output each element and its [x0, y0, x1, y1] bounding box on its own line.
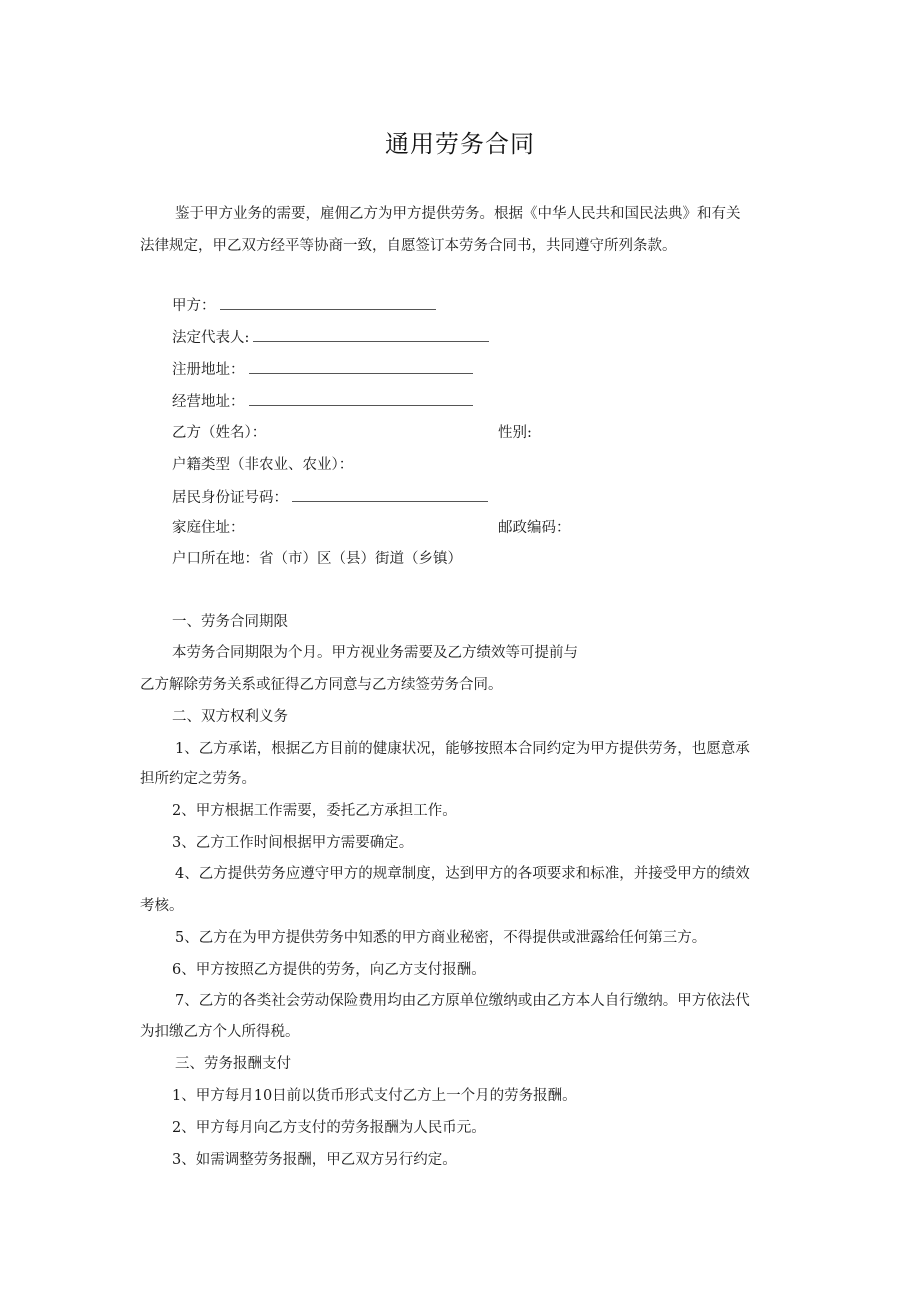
section-2-item-2: 2、甲方根据工作需要，委托乙方承担工作。	[172, 803, 457, 819]
section-1-heading: 一、劳务合同期限	[172, 614, 288, 630]
id-number-blank	[292, 487, 488, 502]
party-a-blank	[220, 295, 436, 310]
section-1-line-1: 本劳务合同期限为个月。甲方视业务需要及乙方绩效等可提前与	[172, 645, 578, 661]
legal-rep-blank	[253, 327, 489, 342]
section-2-item-5: 5、乙方在为甲方提供劳务中知悉的甲方商业秘密，不得提供或泄露给任何第三方。	[175, 930, 707, 946]
section-2-item-7-line-1: 7、乙方的各类社会劳动保险费用均由乙方原单位缴纳或由乙方本人自行缴纳。甲方依法代	[175, 993, 750, 1009]
preamble-line-2: 法律规定，甲乙双方经平等协商一致，自愿签订本劳务合同书，共同遵守所列条款。	[140, 238, 677, 254]
section-2-item-4-line-2: 考核。	[140, 898, 184, 914]
home-address: 家庭住址：	[172, 520, 245, 536]
id-number-row	[172, 487, 488, 508]
section-2-item-1-line-2: 担所约定之劳务。	[140, 771, 256, 787]
legal-rep-row	[172, 327, 489, 348]
section-3-item-3: 3、如需调整劳务报酬，甲乙双方另行约定。	[172, 1152, 457, 1168]
id-number-label: 居民身份证号码：	[172, 490, 288, 506]
section-2-item-7-line-2: 为扣缴乙方个人所得税。	[140, 1024, 300, 1040]
document-title: 通用劳务合同	[385, 130, 535, 158]
party-b-gender: 性别:	[498, 425, 532, 441]
legal-rep-label: 法定代表人:	[172, 330, 250, 346]
section-3-item-1: 1、甲方每月10日前以货币形式支付乙方上一个月的劳务报酬。	[172, 1088, 577, 1104]
section-2-item-3: 3、乙方工作时间根据甲方需要确定。	[172, 835, 414, 851]
biz-address-row	[172, 391, 473, 412]
party-a-row	[172, 295, 436, 316]
reg-address-label: 注册地址：	[172, 362, 245, 378]
hukou-location: 户口所在地：省（市）区（县）街道（乡镇）	[172, 551, 462, 567]
party-b-name: 乙方（姓名）：	[172, 425, 267, 441]
preamble-line-1: 鉴于甲方业务的需要，雇佣乙方为甲方提供劳务。根据《中华人民共和国民法典》和有关	[175, 206, 741, 222]
biz-address-blank	[249, 391, 473, 406]
section-2-item-4-line-1: 4、乙方提供劳务应遵守甲方的规章制度，达到甲方的各项要求和标准，并接受甲方的绩效	[175, 866, 750, 882]
party-a-label: 甲方：	[172, 298, 216, 314]
reg-address-blank	[249, 359, 473, 374]
section-2-item-1-line-1: 1、乙方承诺，根据乙方目前的健康状况，能够按照本合同约定为甲方提供劳务，也愿意承	[175, 741, 750, 757]
reg-address-row	[172, 359, 473, 380]
biz-address-label: 经营地址：	[172, 394, 245, 410]
section-2-heading: 二、双方权利义务	[172, 709, 288, 725]
household-type: 户籍类型（非农业、农业）：	[172, 457, 354, 473]
section-3-item-2: 2、甲方每月向乙方支付的劳务报酬为人民币元。	[172, 1120, 486, 1136]
section-1-line-2: 乙方解除劳务关系或征得乙方同意与乙方续签劳务合同。	[140, 677, 503, 693]
postal-code: 邮政编码：	[498, 520, 571, 536]
section-2-item-6: 6、甲方按照乙方提供的劳务，向乙方支付报酬。	[172, 962, 486, 978]
section-3-heading: 三、劳务报酬支付	[175, 1056, 291, 1072]
